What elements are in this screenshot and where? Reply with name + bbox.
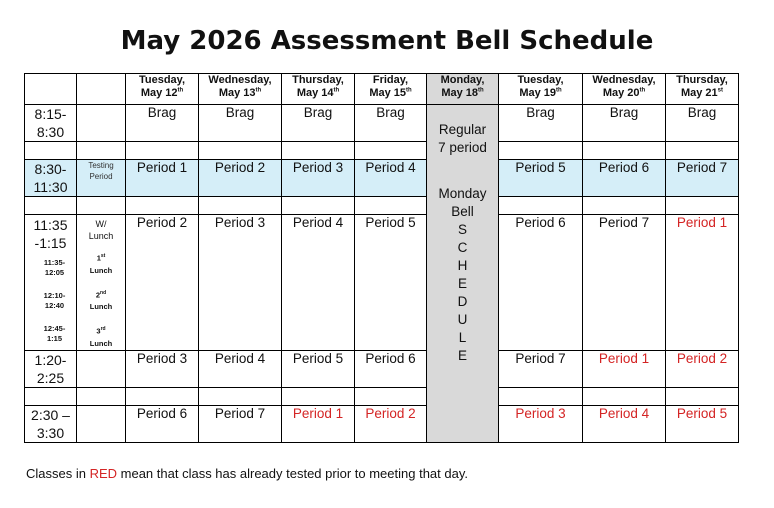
corner-cell [25,74,77,105]
schedule-cell: Period 6 [126,405,199,442]
schedule-cell: Brag [666,105,739,142]
schedule-cell: Period 7 [199,405,282,442]
schedule-table [24,73,739,443]
monday-column [427,105,499,443]
schedule-cell: Period 1 [126,160,199,197]
monday-letter: S [457,222,467,237]
schedule-cell: Period 4 [355,160,427,197]
monday-letter: L [458,330,467,345]
schedule-cell: Period 5 [355,215,427,351]
monday-letter: H [457,258,468,273]
day-header: Tuesday, May 12th [126,74,199,105]
schedule-cell: Period 3 [199,215,282,351]
time-cell: 8:30- 11:30 [25,160,77,197]
day-header: Thursday, May 21st [666,74,739,105]
schedule-cell: Brag [583,105,666,142]
monday-line: Monday [438,186,487,201]
label-cell [77,350,126,387]
schedule-cell-tested: Period 4 [583,405,666,442]
label-cell: Testing Period [77,160,126,197]
monday-line: 7 period [438,140,487,155]
lunch-time: 12:40 [44,300,65,310]
lunch-name: 3rd Lunch [89,326,113,348]
day-header-monday: Monday, May 18th [427,74,499,105]
table-row [25,160,739,197]
lunch-time: 1:15 [46,333,62,343]
monday-letter: C [457,240,468,255]
label-header-cell [77,74,126,105]
monday-line: Regular [438,122,487,137]
schedule-cell: Period 4 [282,215,355,351]
schedule-cell: Period 7 [583,215,666,351]
table-row [25,405,739,442]
monday-letter: E [457,276,467,291]
schedule-cell: Brag [355,105,427,142]
schedule-cell-tested: Period 5 [666,405,739,442]
label-cell [77,405,126,442]
schedule-cell: Period 4 [199,350,282,387]
spacer-row [25,197,739,215]
day-header: Thursday, May 14th [282,74,355,105]
footer-note: Classes in RED mean that class has already tested prior to meeting that day. [26,466,468,481]
schedule-cell: Period 5 [499,160,583,197]
schedule-cell-tested: Period 1 [583,350,666,387]
schedule-cell: Brag [499,105,583,142]
schedule-cell-tested: Period 1 [666,215,739,351]
table-row [25,105,739,142]
schedule-cell: Brag [199,105,282,142]
schedule-cell-tested: Period 2 [666,350,739,387]
schedule-cell: Period 3 [126,350,199,387]
lunch-name: 1st Lunch [89,253,113,275]
schedule-cell: Period 3 [282,160,355,197]
monday-line: Bell [451,204,474,219]
lunch-name: 2nd Lunch [89,289,113,311]
schedule-cell: Period 7 [499,350,583,387]
lunch-time: 12:05 [44,267,65,277]
lunch-time: 12:10- [43,291,66,300]
table-row [25,350,739,387]
day-header: Friday, May 15th [355,74,427,105]
lunch-time: 12:45- [43,324,66,333]
table-row [25,215,739,351]
schedule-cell: Brag [126,105,199,142]
label-cell [77,105,126,142]
schedule-cell: Period 6 [355,350,427,387]
schedule-cell-tested: Period 1 [282,405,355,442]
spacer-row [25,142,739,160]
header-row [25,74,739,105]
schedule-cell-tested: Period 2 [355,405,427,442]
label-cell: W/ Lunch 1st Lunch 2nd Lunch 3rd Lunch [77,215,126,351]
schedule-cell: Period 6 [583,160,666,197]
schedule-cell: Brag [282,105,355,142]
time-cell: 1:20- 2:25 [25,350,77,387]
spacer-row [25,387,739,405]
red-keyword: RED [89,466,118,481]
schedule-cell-tested: Period 3 [499,405,583,442]
schedule-cell: Period 2 [126,215,199,351]
monday-letter: E [457,348,467,363]
time-cell: 11:35 -1:15 11:35- 12:05 12:10- 12:40 12:45- 1:15 [25,215,77,351]
schedule-cell: Period 5 [282,350,355,387]
schedule-cell: Period 6 [499,215,583,351]
time-cell: 2:30 – 3:30 [25,405,77,442]
lunch-time: 11:35- [43,258,66,267]
time-cell: 8:15- 8:30 [25,105,77,142]
monday-letter: U [457,312,468,327]
day-header: Wednesday, May 13th [199,74,282,105]
page-title: May 2026 Assessment Bell Schedule [120,26,654,56]
monday-letter: D [457,294,468,309]
day-header: Wednesday, May 20th [583,74,666,105]
day-header: Tuesday, May 19th [499,74,583,105]
schedule-cell: Period 2 [199,160,282,197]
schedule-cell: Period 7 [666,160,739,197]
